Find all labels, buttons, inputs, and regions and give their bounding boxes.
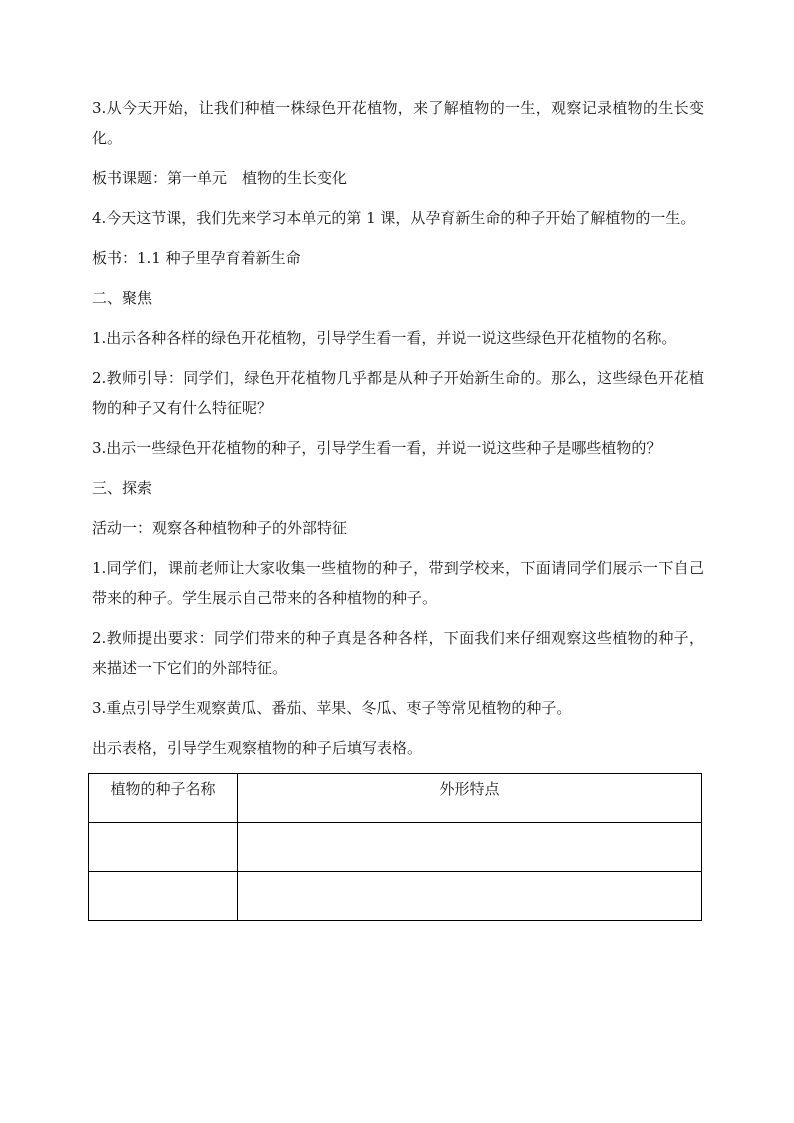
table-cell[interactable] <box>89 823 238 872</box>
paragraph-focus-2: 2.教师引导：同学们，绿色开花植物几乎都是从种子开始新生命的。那么，这些绿色开花植物的种子又有什么特征呢？ <box>92 369 704 417</box>
paragraph-board-title: 板书课题：第一单元 植物的生长变化 <box>92 169 348 187</box>
paragraph-step-3-plant: 3.从今天开始，让我们种植一株绿色开花植物，来了解植物的一生，观察记录植物的生长变化。 <box>92 99 704 147</box>
seed-feature-table <box>88 773 702 921</box>
activity-heading: 活动一：观察各种植物种子的外部特征 <box>92 519 348 537</box>
table-cell[interactable] <box>238 872 702 921</box>
paragraph-focus-1: 1.出示各种各样的绿色开花植物，引导学生看一看，并说一说这些绿色开花植物的名称。 <box>92 329 677 347</box>
paragraph-focus-3: 3.出示一些绿色开花植物的种子，引导学生看一看，并说一说这些种子是哪些植物的？ <box>92 439 662 457</box>
table-row <box>89 872 702 921</box>
document-page <box>92 93 704 921</box>
section-heading-focus: 二、聚焦 <box>92 289 153 307</box>
table-row <box>89 823 702 872</box>
section-heading-explore: 三、探索 <box>92 479 153 497</box>
paragraph-step-4-lesson: 4.今天这节课，我们先来学习本单元的第 1 课，从孕育新生命的种子开始了解植物的一生。 <box>92 209 696 227</box>
paragraph-explore-2: 2.教师提出要求：同学们带来的种子真是各种各样，下面我们来仔细观察这些植物的种子，来描述一下它们的外部特征。 <box>92 629 704 677</box>
header-seed-name: 植物的种子名称 <box>89 774 238 823</box>
table-cell[interactable] <box>89 872 238 921</box>
header-shape-features: 外形特点 <box>238 774 702 823</box>
table-header-row <box>89 774 702 823</box>
paragraph-board-lesson: 板书：1.1 种子里孕育着新生命 <box>92 249 301 267</box>
paragraph-explore-1: 1.同学们，课前老师让大家收集一些植物的种子，带到学校来，下面请同学们展示一下自己带来的种子。学生展示自己带来的各种植物的种子。 <box>92 559 704 607</box>
paragraph-table-intro: 出示表格，引导学生观察植物的种子后填写表格。 <box>92 739 423 757</box>
paragraph-explore-3: 3.重点引导学生观察黄瓜、番茄、苹果、冬瓜、枣子等常见植物的种子。 <box>92 699 572 717</box>
table-cell[interactable] <box>238 823 702 872</box>
